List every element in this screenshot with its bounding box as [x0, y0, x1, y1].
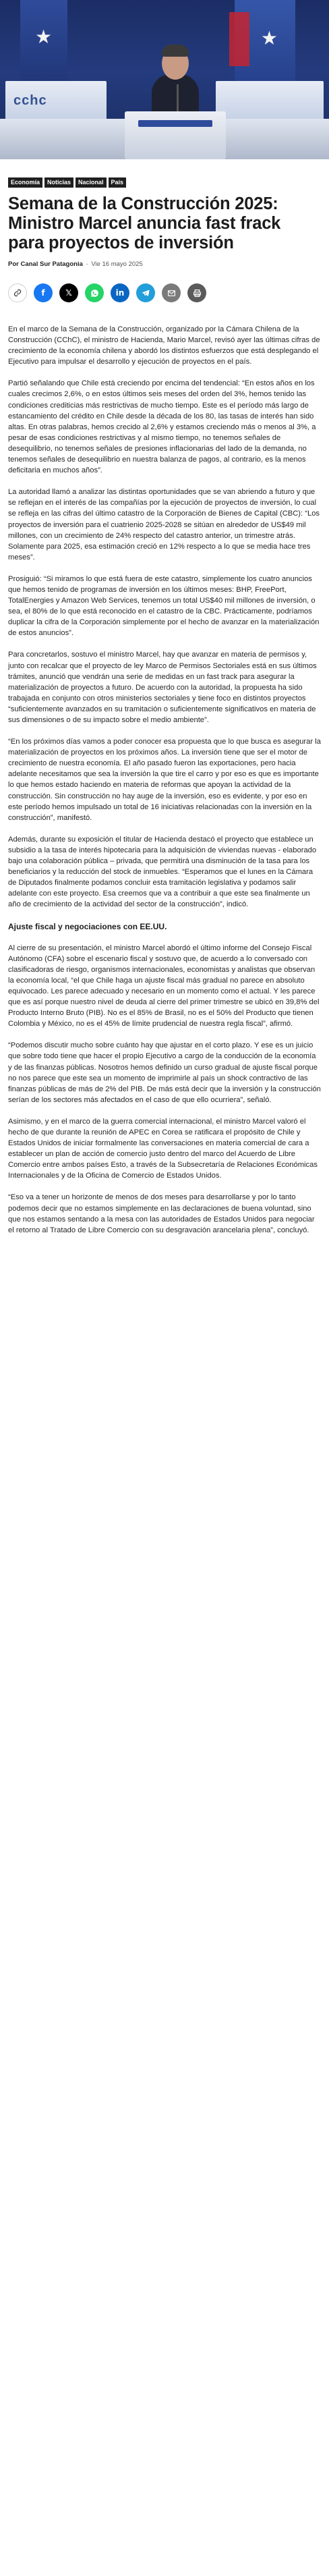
flag-stripe	[229, 12, 249, 66]
hero-logo-text: cchc	[13, 93, 47, 108]
tag-pais[interactable]: País	[109, 177, 127, 188]
print-icon[interactable]	[187, 283, 206, 302]
email-icon[interactable]	[162, 283, 181, 302]
article-paragraph: Asimismo, y en el marco de la guerra comercial internacional, el ministro Marcel valoró el hecho de que durante la reunión de APEC en Corea se ratificara el propósito de Chile y Estados Unidos de iniciar formalmente las conversaciones en materia comercial de cara a establecer un plan de acción de comercio justo dentro del marco del Acuerdo de Libre Comercio entre ambos países Esto, a través de la Subsecretaría de Relaciones Económicas Internacionales y de la Oficina de Comercio de Estados Unidos.	[8, 1117, 318, 1180]
category-tags	[8, 177, 321, 188]
byline	[8, 261, 321, 268]
facebook-icon[interactable]: f	[34, 283, 53, 302]
article-paragraph: Prosiguió: “Si miramos lo que está fuera de este catastro, simplemente los cuatro anuncios que hemos tenido de programas de inversión en los últimos meses: BHP, FreePort, TotalEnergies y Amazon Web Services, tenemos un total US$40 mil millones de inversión, o sea, el 80% de lo que está reconocido en el catastro de la CBC. Prácticamente, podríamos duplicar la cifra de la Corporación simplemente por el hecho de avanzar en la materialización de estos anuncios”.	[8, 574, 320, 638]
article-paragraph: “En los próximos días vamos a poder conocer esa propuesta que lo que busca es asegurar la materialización de proyectos en los próximos años. La inversión tiene que ser el motor de crecimiento de nuestra economía. El año pasado fueron las exportaciones, pero hacia adelante necesitamos que sea la inversión la que tire el carro y por eso es que es importante lo que hemos estado haciendo en materia de reformas que apoyan la actividad de la construcción. Sin construcción no hay auge de la inversión, eso es evidente, y por eso en este período hemos impulsado un total de 16 iniciativas relacionadas con la inversión en la construcción”, manifestó.	[8, 738, 321, 822]
podium	[125, 111, 226, 159]
article-paragraph: “Eso va a tener un horizonte de menos de dos meses para desarrollarse y por lo tanto podemos decir que no estamos simplemente en las declaraciones de buena voluntad, sino que nos estamos sentando a la mesa con las autoridades de Estados Unidos para negociar el retorno al Tratado de Libre Comercio con su desgravación arancelaria plena”, concluyó.	[8, 1193, 315, 1234]
copy-link-icon[interactable]	[8, 283, 27, 302]
hero-image	[0, 0, 329, 159]
x-icon[interactable]: 𝕏	[59, 283, 78, 302]
article-paragraph: Partió señalando que Chile está creciendo por encima del tendencial: “En estos años en los cuales crecimos 2,6%, o en estos últimos seis meses del orden del 3%, hemos tenido las condiciones crediticias más restrictivas de mucho tiempo. Este es el período más largo de estancamiento del crédito en Chile desde la década de los 80, las tasas de interés han sido altas. En otras palabras, hemos crecido al 2,6% y estamos creciendo más o menos al 3%, a pesar de esas condiciones restrictivas y al mismo tiempo, no tenemos señales de desequilibrio, no tenemos señales de presiones inflacionarias del lado de la demanda, no tenemos señales de desequilibrio en nuestra balanza de pagos, al contrario, es la menos deficitaria en muchos años”.	[8, 379, 316, 475]
article	[0, 177, 329, 1236]
podium-label	[138, 120, 212, 127]
tag-economia[interactable]: Economía	[8, 177, 42, 188]
linkedin-icon[interactable]: in	[111, 283, 129, 302]
article-paragraph: Para concretarlos, sostuvo el ministro Marcel, hay que avanzar en materia de permisos y, junto con recalcar que el proyecto de ley Marco de Permisos Sectoriales está en sus últimos trámites, anunció que vendrán una serie de medidas en un fast track para asegurar la materialización de proyectos a futuro. De acuerdo con la autoridad, la propuesta ha sido trabajada en conjunto con otros ministerios sectoriales y tiene foco en distintos proyectos “suficientemente avanzados en su tramitación o suficientemente significativos en materia de sus dimensiones o de su impacto sobre el medio ambiente”.	[8, 651, 317, 724]
share-bar	[8, 283, 321, 302]
article-paragraph: En el marco de la Semana de la Construcción, organizado por la Cámara Chilena de la Construcción (CChC), el ministro de Hacienda, Mario Marcel, revisó ayer las últimas cifras de crecimiento de la economía chilena y abordó los distintos esfuerzos que está desplegando el Ejecutivo para impulsar el desarrollo y ejecución de proyectos en el país.	[8, 325, 320, 366]
speaker-hair	[162, 45, 189, 57]
byline-date: Vie 16 mayo 2025	[91, 261, 143, 268]
article-subheading: Ajuste fiscal y negociaciones con EE.UU.	[8, 921, 167, 931]
article-title: Semana de la Construcción 2025: Ministro Marcel anuncia fast frack para proyectos de inversión	[8, 194, 281, 252]
article-paragraph: Al cierre de su presentación, el ministro Marcel abordó el último informe del Consejo Fiscal Autónomo (CFA) sobre el escenario fiscal y sostuvo que, de acuerdo a lo conversado con clasificadoras de riesgo, organismos internacionales, economistas y analistas que observan la economía local, “el que Chile haga un ajuste fiscal más gradual no parece en absoluto equivocado. Les parece adecuado y necesario en un momento como el actual. Y les parece que es así porque nuestro nivel de deuda al cierre del primer trimestre se ubicó en 39,8% del Producto Interno Bruto (PIB). No es el 85% de Brasil, no es el 50% del Producto que tienen Colombia y México, no es el 45% de límite prudencial de nuestra regla fiscal”, afirmó.	[8, 943, 320, 1029]
telegram-icon[interactable]	[136, 283, 155, 302]
star-icon: ★	[35, 26, 53, 47]
article-paragraph: Además, durante su exposición el titular de Hacienda destacó el proyecto que establece un subsidio a la tasa de interés hipotecaria para la adquisición de viviendas nuevas - elaborado bajo una colaboración pública – privada, que permitirá una disminución de la tasa para los beneficiarios y la reducción del stock de inmuebles. “Esperamos que el lunes en la Cámara de Diputados finalmente podamos concluir esta tramitación legislativa y podamos salir adelante con este proyecto. Esa creemos que va a contribuir a que este sea finalmente un año de crecimiento de la actividad del sector de la construcción”, indicó.	[8, 835, 317, 909]
star-icon: ★	[260, 28, 278, 49]
article-body	[8, 324, 321, 1236]
article-paragraph: “Podemos discutir mucho sobre cuánto hay que ajustar en el corto plazo. Y ese es un juicio que sobre todo tiene que hacer el propio Ejecutivo a cargo de la conducción de la economía y de las finanzas públicas. Nosotros hemos definido un curso gradual de ajuste fiscal porque no nos parece que este sea un momento de imprimirle al país un shock contractivo de las finanzas públicas de más de 2% del PIB. De más está decir que la inversión y la construcción serían de los sectores más afectados en el caso de que ello ocurriera”, señaló.	[8, 1041, 321, 1104]
article-paragraph: La autoridad llamó a analizar las distintas oportunidades que se van abriendo a futuro y que se reflejan en el interés de las compañías por la ejecución de proyectos de inversión, lo cual se refleja en las cifras del último catastro de la Corporación de Bienes de Capital (CBC): “Los proyectos de inversión para el cuatrienio 2025-2028 se sitúan en alrededor de US$49 mil millones, con un crecimiento de 24% respecto del catastro anterior, un trimestre atrás. Solamente para 2025, esa estimación creció en 12% respecto a lo que se media hace tres meses”.	[8, 488, 320, 561]
whatsapp-icon[interactable]	[85, 283, 104, 302]
byline-by-label: Por	[8, 261, 19, 268]
byline-author[interactable]: Canal Sur Patagonia	[20, 261, 83, 268]
microphone-icon	[177, 84, 179, 115]
tag-nacional[interactable]: Nacional	[76, 177, 107, 188]
tag-noticias[interactable]: Noticias	[44, 177, 73, 188]
byline-separator: -	[86, 261, 88, 268]
